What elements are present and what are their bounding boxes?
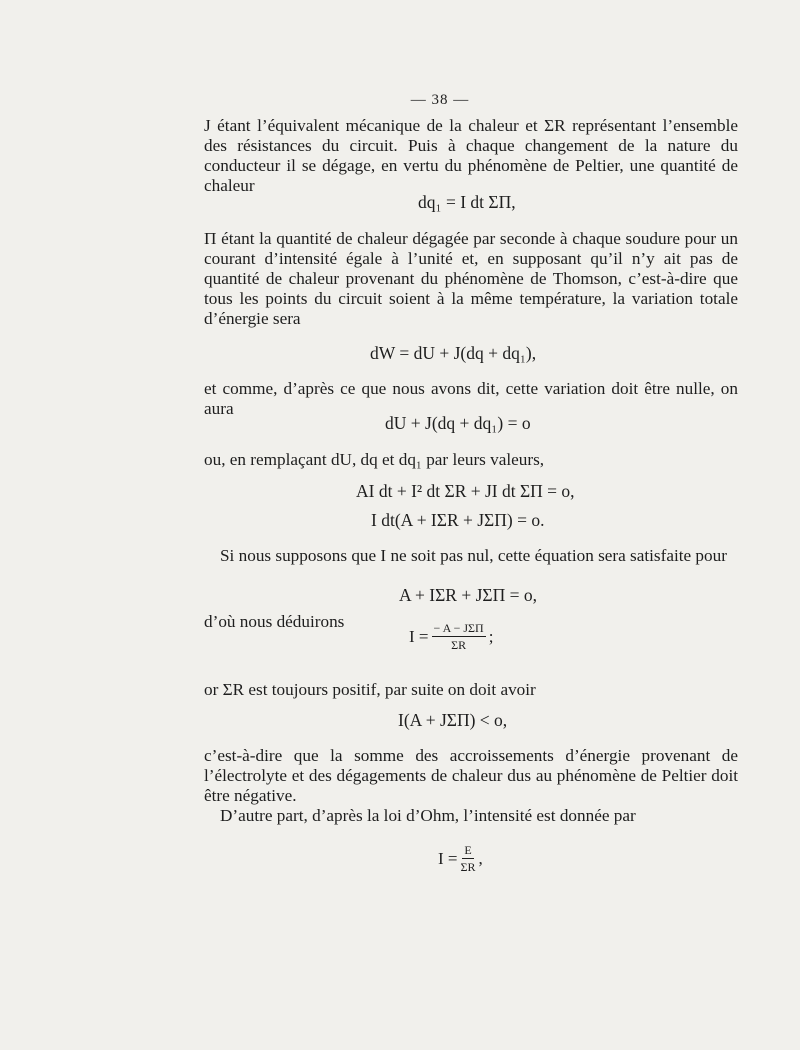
paragraph-4: ou, en remplaçant dU, dq et dq₁ par leurs valeurs, [204,450,545,469]
equation-energy-zero: dU + J(dq + dq₁) = o [385,413,531,433]
fraction [461,843,476,874]
equation-ohm-law [438,843,483,874]
fraction-denominator: ΣR [460,860,476,874]
page-number: — 38 — [410,92,470,108]
fraction-lhs: I = [409,626,429,646]
equation-dw: dW = dU + J(dq + dq₁), [370,343,537,363]
equation-factored: I dt(A + IΣR + JΣΠ) = o. [371,510,545,530]
fraction-denominator: ΣR [451,638,467,652]
equation-inequality: I(A + JΣΠ) < o, [398,710,508,730]
equation-expanded: AI dt + I² dt ΣR + JI dt ΣΠ = o, [356,481,575,501]
paragraph-9: D’autre part, d’après la loi d’Ohm, l’intensité est donnée par [220,806,636,825]
paragraph-7: or ΣR est toujours positif, par suite on doit avoir [204,680,536,699]
equation-condition: A + IΣR + JΣΠ = o, [399,585,537,605]
paragraph-5: Si nous supposons que I ne soit pas nul, cette équation sera satisfaite pour [220,546,727,565]
fraction-tail: , [478,848,483,868]
paragraph-6: d’où nous déduirons [204,612,345,631]
fraction-numerator: E [464,843,472,857]
equation-dq1: dq₁ = I dt ΣΠ, [418,192,516,212]
paragraph-2: Π étant la quantité de chaleur dégagée par seconde à chaque soudure pour un courant d’intensité égale à l’unité et, en supposant qu’il n’y ait pas de quantité de chaleur provenant du phénomène de Thomson, c’est-à-dire que tous les points du circuit soient à la même température, la variation totale d’énergie sera [204,229,738,328]
paragraph-3: et comme, d’après ce que nous avons dit, cette variation doit être nulle, on aura [204,379,738,418]
fraction [432,621,486,652]
fraction-numerator: − A − JΣΠ [433,621,484,635]
equation-intensity-solution [409,621,493,652]
paragraph-8: c’est-à-dire que la somme des accroissements d’énergie provenant de l’électrolyte et des dégagements de chaleur dus au phénomène de Peltier doit être négative. [204,746,738,805]
paragraph-1: J étant l’équivalent mécanique de la chaleur et ΣR représentant l’ensemble des résistances du circuit. Puis à chaque changement de la nature du conducteur il se dégage, en vertu du phénomène de Peltier, une quantité de chaleur [204,116,738,195]
fraction-tail: ; [488,626,494,646]
fraction-lhs: I = [438,848,458,868]
